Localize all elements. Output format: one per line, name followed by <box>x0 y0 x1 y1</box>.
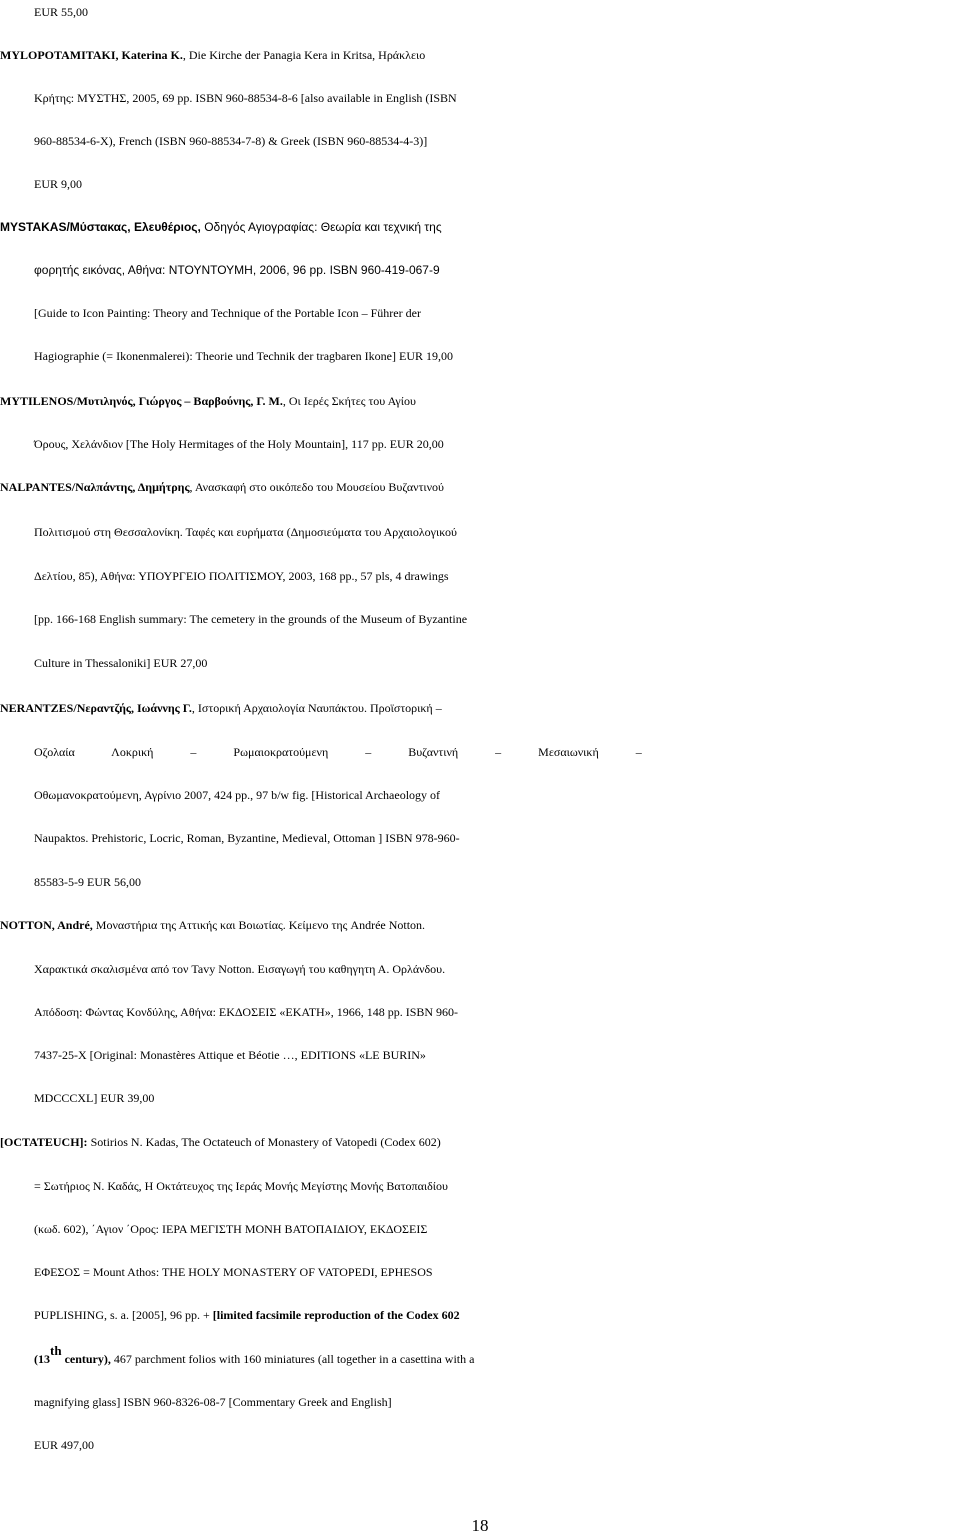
entry-text: 7437-25-X [Original: Monastères Attique et Béotie …, EDITIONS «LE BURIN» <box>34 1048 426 1062</box>
entry-line <box>0 301 960 325</box>
entry-line <box>0 475 960 499</box>
entry-text: Απόδοση: Φώντας Κονδύλης, Αθήνα: ΕΚΔΟΣΕΙΣ «ΕΚΑΤΗ», 1966, 148 pp. ISBN 960- <box>34 1005 459 1019</box>
entry-line <box>0 783 960 807</box>
entry-text: , Ανασκαφή στο οικόπεδο του Μουσείου Βυζαντινού <box>189 480 444 494</box>
entry-line <box>0 1130 960 1154</box>
entry-text: = Σωτήριος Ν. Καδάς, Η Οκτάτευχος της Ιεράς Μονής Μεγίστης Μονής Βατοπαιδίου <box>34 1179 448 1193</box>
entry-text: Όρους, Χελάνδιον [The Holy Hermitages of the Holy Mountain], 117 pp. EUR 20,00 <box>34 437 444 451</box>
entry-line <box>0 129 960 153</box>
entry-bold-text: [limited facsimile reproduction of the Codex 602 <box>212 1308 460 1322</box>
entry-text: Culture in Thessaloniki] EUR 27,00 <box>34 656 208 670</box>
entry-line <box>0 696 960 720</box>
entry-text: Πολιτισμού στη Θεσσαλονίκη. Ταφές και ευρήματα (Δημοσιεύματα του Αρχαιολογικού <box>34 525 457 539</box>
entry-line <box>0 172 960 196</box>
entry-text: [Guide to Icon Painting: Theory and Technique of the Portable Icon – Führer der <box>34 306 421 320</box>
entry-text: [pp. 166-168 English summary: The cemetery in the grounds of the Museum of Byzantine <box>34 612 468 626</box>
entry-text: EUR 9,00 <box>34 177 82 191</box>
entry-author: MYLOPOTAMITAKI, Katerina K. <box>0 48 183 62</box>
entry-line <box>0 43 960 67</box>
entry-text: Οδηγός Αγιογραφίας: Θεωρία και τεχνική της <box>200 220 442 234</box>
entry-text: Κρήτης: ΜΥΣΤΗΣ, 2005, 69 pp. ISBN 960-88534-8-6 [also available in English (ISBN <box>34 91 457 105</box>
entry-text: magnifying glass] ISBN 960-8326-08-7 [Commentary Greek and English] <box>34 1395 392 1409</box>
entry-line <box>0 1433 960 1457</box>
entry-line <box>0 1086 960 1110</box>
entry-text: φορητής εικόνας, Αθήνα: ΝΤΟΥΝΤΟΥΜΗ, 2006, 96 pp. ISBN 960-419-067-9 <box>34 263 440 277</box>
entry-text: EUR 497,00 <box>34 1438 94 1452</box>
entry-bold-text: century), <box>61 1352 111 1366</box>
entry-line <box>0 520 960 544</box>
entry-text: Οθωμανοκρατούμενη, Αγρίνιο 2007, 424 pp., 97 b/w fig. [Historical Archaeology of <box>34 788 441 802</box>
entry-text: Naupaktos. Prehistoric, Locric, Roman, Byzantine, Medieval, Ottoman ] ISBN 978-960- <box>34 831 460 845</box>
entry-text: Δελτίου, 85), Αθήνα: ΥΠΟΥΡΓΕΙΟ ΠΟΛΙΤΙΣΜΟΥ, 2003, 168 pp., 57 pls, 4 drawings <box>34 569 449 583</box>
entry-text: Hagiographie (= Ikonenmalerei): Theorie und Technik der tragbaren Ikone] EUR 19,00 <box>34 349 454 363</box>
entry-line <box>0 870 960 894</box>
entry-line <box>0 432 960 456</box>
entry-line <box>0 740 960 764</box>
entry-text: PUPLISHING, s. a. [2005], 96 pp. + <box>34 1308 213 1322</box>
entry-author: [OCTATEUCH]: <box>0 1135 88 1149</box>
entry-author: NERANTZES/Νεραντζής, Ιωάννης Γ. <box>0 701 192 715</box>
entry-line <box>0 1000 960 1024</box>
entry-text: , Die Kirche der Panagia Kera in Kritsa, Ηράκλειο <box>182 48 426 62</box>
entry-bold-text: (13 <box>34 1352 50 1366</box>
entry-text: , Οι Ιερές Σκήτες του Αγίου <box>282 394 416 408</box>
entry-text: Οζολαία Λοκρική – Ρωμαιοκρατούμενη – Βυζαντινή – Μεσαιωνική – <box>34 745 642 759</box>
entry-line <box>0 389 960 413</box>
entry-text: 467 parchment folios with 160 miniatures (all together in a casettina with a <box>110 1352 475 1366</box>
entry-text: 85583-5-9 EUR 56,00 <box>34 875 141 889</box>
entry-line <box>0 564 960 588</box>
entry-line <box>0 1217 960 1241</box>
entry-text: (κωδ. 602), ΄Αγιον ΄Ορος: ΙΕΡΑ ΜΕΓΙΣΤΗ ΜΟΝΗ ΒΑΤΟΠΑΙΔΙΟΥ, ΕΚΔΟΣΕΙΣ <box>34 1222 428 1236</box>
superscript-text: th <box>50 1343 62 1358</box>
page-number: 18 <box>471 1516 489 1535</box>
entry-line <box>0 957 960 981</box>
entry-text: , Ιστορική Αρχαιολογία Ναυπάκτου. Προϊστορική – <box>191 701 442 715</box>
entry-text: ΕΦΕΣΟΣ = Mount Athos: THE HOLY MONASTERY OF VATOPEDI, EPHESOS <box>34 1265 433 1279</box>
entry-line <box>0 826 960 850</box>
entry-text: MDCCCXL] EUR 39,00 <box>34 1091 155 1105</box>
entry-author: NALPANTES/Ναλπάντης, Δημήτρης <box>0 480 190 494</box>
entry-line <box>0 258 960 282</box>
entry-line <box>0 1043 960 1067</box>
entry-author: MYTILENOS/Μυτιληνός, Γιώργος – Βαρβούνης, Γ. Μ. <box>0 394 283 408</box>
entry-line <box>0 344 960 368</box>
price-text: EUR 55,00 <box>34 5 88 19</box>
entry-text: 960-88534-6-X), French (ISBN 960-88534-7-8) & Greek (ISBN 960-88534-4-3)] <box>34 134 428 148</box>
entry-line <box>0 1390 960 1414</box>
entry-line <box>0 913 960 937</box>
entry-text: Χαρακτικά σκαλισμένα από τον Tavy Notton. Εισαγωγή του καθηγητη Α. Ορλάνδου. <box>34 962 446 976</box>
entry-line <box>0 1343 960 1371</box>
entry-text: Sotirios N. Kadas, The Octateuch of Monastery of Vatopedi (Codex 602) <box>87 1135 441 1149</box>
entry-author: NOTTON, André, <box>0 918 93 932</box>
entry-line <box>0 607 960 631</box>
entry-line <box>0 215 960 239</box>
price-line <box>0 0 960 24</box>
entry-author: MYSTAKAS/Μύστακας, Ελευθέριος, <box>0 220 201 234</box>
entry-line <box>0 86 960 110</box>
entry-line <box>0 651 960 675</box>
entry-line <box>0 1260 960 1284</box>
entry-line <box>0 1174 960 1198</box>
entry-line <box>0 1303 960 1327</box>
entry-text: Μοναστήρια της Αττικής και Βοιωτίας. Κείμενο της Andrée Notton. <box>92 918 426 932</box>
